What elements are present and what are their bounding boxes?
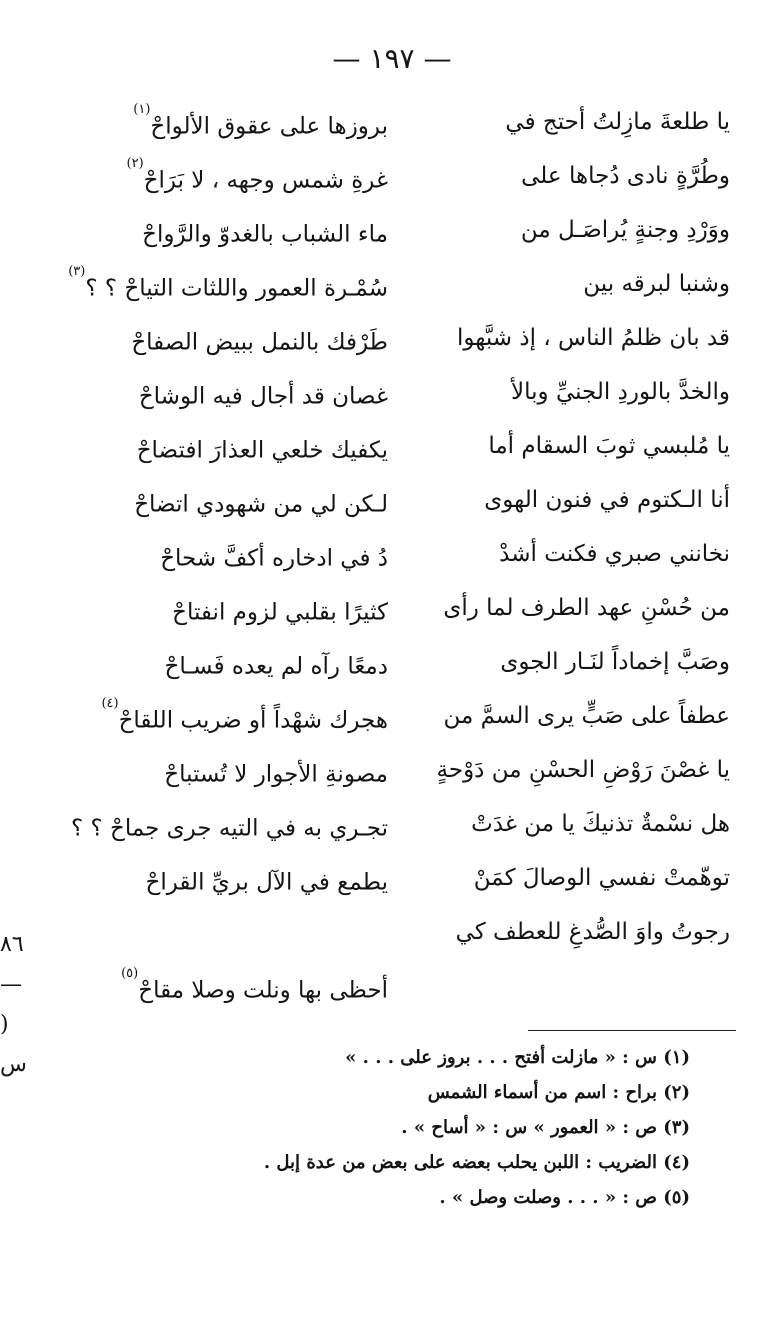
footnote: (٢) براح : اسم من أسماء الشمس	[427, 1082, 690, 1103]
verse-first-hemistich: أنا الـكتوم في فنون الهوى	[484, 487, 730, 513]
verse-second-hemistich-text: تجـري به في التيه جرى جماحْ ؟ ؟	[70, 815, 388, 842]
verse-line	[80, 905, 730, 959]
verse-second-hemistich	[88, 581, 388, 640]
verse-second-hemistich	[88, 851, 388, 910]
footnote: (٤) الضريب : اللبن يحلب بعضه على بعض من عدة إبل .	[263, 1152, 690, 1173]
page-number: — ١٩٧ —	[332, 42, 452, 75]
verse-second-hemistich-text: دُ في ادخاره أكفَّ شحاحْ	[160, 545, 388, 572]
verse-second-hemistich	[88, 959, 388, 1018]
margin-note-line: ( س	[0, 1012, 27, 1077]
verse-line	[80, 149, 730, 203]
verse-line	[80, 419, 730, 473]
verse-first-hemistich: توهّمتْ نفسي الوصالَ كمَنْ	[473, 865, 730, 891]
poem	[68, 95, 730, 1013]
verse-second-hemistich	[68, 257, 388, 316]
footnote-marker: (٤)	[101, 696, 119, 711]
verse-line	[80, 581, 730, 635]
verse-second-hemistich	[88, 419, 388, 478]
verse-first-hemistich: يا طلعةَ مازِلتُ أحتج في	[505, 109, 730, 135]
footnote-marker: (١)	[133, 102, 151, 117]
verse-second-hemistich-text: ماء الشباب بالغدوّ والرَّواحْ	[142, 221, 388, 248]
footnote: (٥) ص : « . . . وصلت وصل » .	[439, 1187, 690, 1208]
verse-second-hemistich-text: هجرك شهْداً أو ضريب اللقاحْ	[118, 707, 388, 734]
verse-line	[80, 851, 730, 905]
verse-second-hemistich	[88, 689, 388, 748]
verse-line	[68, 257, 730, 311]
footnote: (٣) ص : « العمور » س : « أساح » .	[401, 1117, 690, 1138]
verse-first-hemistich: يا غصْنَ رَوْضِ الحسْنِ من دَوْحةٍ	[436, 757, 730, 783]
verse-second-hemistich-text: غرةِ شمس وجهه ، لا بَرَاحْ	[143, 167, 388, 194]
verse-first-hemistich: رجوتُ واوَ الصُّدغِ للعطف كي	[455, 919, 730, 945]
footnotes	[150, 1040, 690, 1215]
verse-first-hemistich: والخدَّ بالوردِ الجنيِّ وبالأ	[511, 379, 730, 405]
verse-second-hemistich-text: غصان قد أجال فيه الوشاحْ	[138, 383, 388, 410]
footnote-marker: (٣)	[68, 264, 86, 279]
verse-second-hemistich	[88, 95, 388, 154]
verse-second-hemistich	[88, 203, 388, 262]
footnote-separator	[528, 1030, 736, 1031]
verse-second-hemistich	[88, 311, 388, 370]
verse-first-hemistich: نخانني صبري فكنت أشدْ	[499, 541, 730, 567]
margin-note-line: ٨٦ —	[0, 932, 24, 997]
verse-line	[80, 95, 730, 149]
verse-second-hemistich	[88, 149, 388, 208]
verse-line	[80, 473, 730, 527]
verse-first-hemistich: عطفاً على صَبٍّ يرى السمَّ من	[443, 703, 730, 729]
margin-note	[0, 925, 40, 1085]
verse-line	[80, 689, 730, 743]
verse-first-hemistich: قد بان ظلمُ الناس ، إذ شبَّهوا	[456, 325, 730, 351]
verse-first-hemistich: يا مُلبسي ثوبَ السقام أما	[488, 433, 730, 459]
footnote: (١) س : « مازلت أفتح . . . بروز على . . . »	[345, 1047, 690, 1068]
verse-second-hemistich-text: سُمْـرة العمور واللثات التياحْ ؟ ؟	[85, 275, 388, 302]
verse-second-hemistich	[88, 473, 388, 532]
verse-second-hemistich	[70, 797, 388, 856]
verse-line	[80, 365, 730, 419]
verse-second-hemistich-text: دمعًا رآه لم يعده فَسـاحْ	[164, 653, 388, 680]
verse-line	[80, 203, 730, 257]
verse-line	[80, 635, 730, 689]
footnote-marker: (٢)	[126, 156, 144, 171]
verse-second-hemistich	[88, 365, 388, 424]
verse-second-hemistich-text: كثيرًا بقلبي لزوم انفتاحْ	[172, 599, 388, 626]
verse-second-hemistich-text: مصونةِ الأجوار لا تُستباحْ	[164, 761, 388, 788]
verse-second-hemistich-text: أحظى بها ونلت وصلا مقاحْ	[138, 977, 388, 1004]
verse-first-hemistich: وطُرَّةٍ نادى دُجاها على	[521, 163, 730, 189]
verse-first-hemistich: من حُسْنِ عهد الطرف لما رأى	[443, 595, 730, 621]
verse-second-hemistich	[88, 527, 388, 586]
verse-second-hemistich-text: يطمع في الآل بريِّ القراحْ	[145, 869, 388, 896]
verse-second-hemistich-text: لـكن لي من شهودي اتضاحْ	[134, 491, 388, 518]
verse-second-hemistich	[88, 635, 388, 694]
footnote-marker: (٥)	[121, 966, 139, 981]
verse-line	[80, 527, 730, 581]
verse-line	[80, 959, 730, 1013]
verse-first-hemistich: ووَرْدِ وجنةٍ يُراصَـل من	[520, 217, 730, 243]
verse-line	[80, 311, 730, 365]
verse-second-hemistich-text: طَرْفك بالنمل ببيض الصفاحْ	[131, 329, 388, 356]
verse-first-hemistich: وشنبا لبرقه بين	[583, 271, 730, 297]
verse-line	[80, 743, 730, 797]
verse-second-hemistich	[88, 743, 388, 802]
verse-first-hemistich: وصَبَّ إخماداً لنَـار الجوى	[500, 649, 730, 675]
verse-second-hemistich-text: بروزها على عقوق الألواحْ	[150, 113, 388, 140]
verse-first-hemistich: هل نسْمةٌ تذنيكَ يا من غدَتْ	[471, 811, 730, 837]
verse-line	[70, 797, 730, 851]
verse-second-hemistich-text: يكفيك خلعي العذارَ افتضاحْ	[136, 437, 388, 464]
